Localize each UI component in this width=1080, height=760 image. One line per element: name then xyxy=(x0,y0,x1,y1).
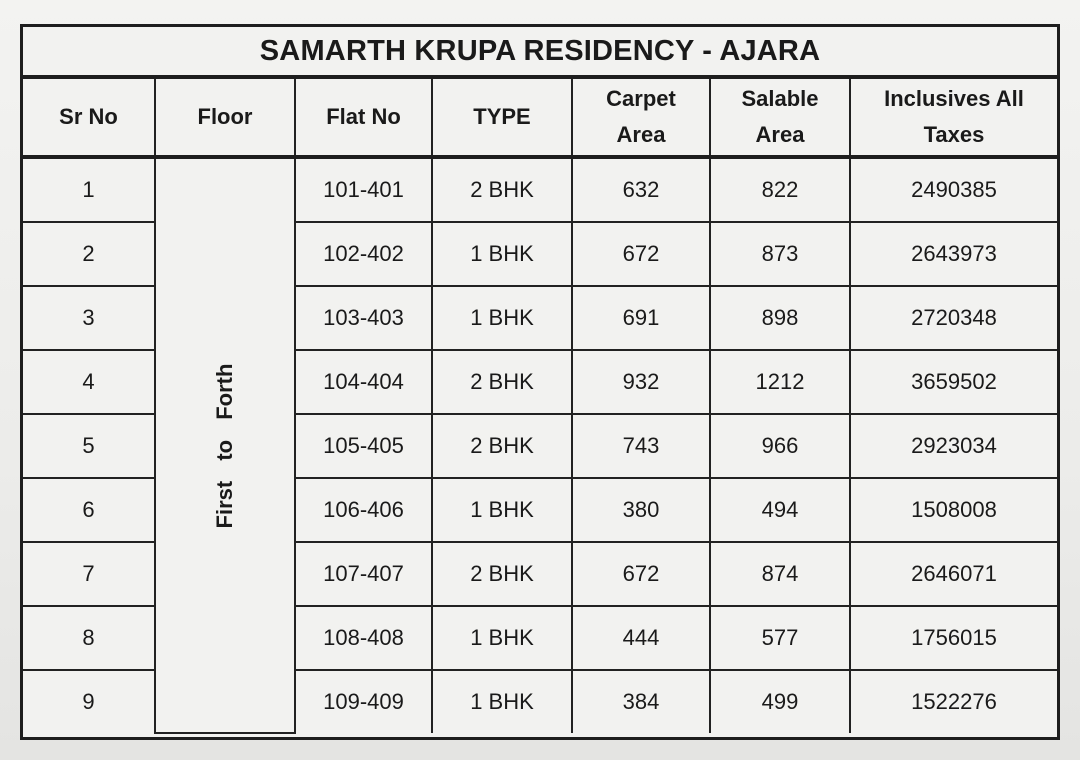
cell-flat-no: 103-403 xyxy=(295,286,432,350)
cell-carpet-area: 691 xyxy=(572,286,710,350)
header-salable-line2: Area xyxy=(755,122,805,147)
cell-carpet-area: 672 xyxy=(572,542,710,606)
header-salable-area xyxy=(710,79,850,157)
header-carpet-line1: Carpet xyxy=(606,86,676,111)
cell-price: 1522276 xyxy=(850,670,1057,733)
header-sr-no: Sr No xyxy=(23,79,155,157)
price-table xyxy=(23,79,1057,734)
cell-salable-area: 874 xyxy=(710,542,850,606)
header-flat-no: Flat No xyxy=(295,79,432,157)
cell-salable-area: 499 xyxy=(710,670,850,733)
cell-carpet-area: 672 xyxy=(572,222,710,286)
cell-carpet-area: 384 xyxy=(572,670,710,733)
cell-sr-no: 6 xyxy=(23,478,155,542)
cell-sr-no: 3 xyxy=(23,286,155,350)
cell-type: 1 BHK xyxy=(432,222,572,286)
cell-type: 1 BHK xyxy=(432,670,572,733)
cell-sr-no: 5 xyxy=(23,414,155,478)
cell-salable-area: 966 xyxy=(710,414,850,478)
cell-salable-area: 822 xyxy=(710,157,850,222)
cell-type: 2 BHK xyxy=(432,157,572,222)
cell-type: 1 BHK xyxy=(432,286,572,350)
cell-carpet-area: 632 xyxy=(572,157,710,222)
cell-flat-no: 106-406 xyxy=(295,478,432,542)
cell-price: 3659502 xyxy=(850,350,1057,414)
header-salable-line1: Salable xyxy=(741,86,819,111)
floor-label: First to Forth xyxy=(212,363,237,528)
cell-sr-no: 7 xyxy=(23,542,155,606)
header-row xyxy=(23,79,1057,157)
cell-price: 2720348 xyxy=(850,286,1057,350)
cell-carpet-area: 380 xyxy=(572,478,710,542)
cell-type: 2 BHK xyxy=(432,414,572,478)
header-inclusive-line1: Inclusives All xyxy=(884,86,1024,111)
header-carpet-area xyxy=(572,79,710,157)
cell-type: 2 BHK xyxy=(432,542,572,606)
cell-flat-no: 108-408 xyxy=(295,606,432,670)
cell-price: 1756015 xyxy=(850,606,1057,670)
cell-sr-no: 1 xyxy=(23,157,155,222)
header-type: TYPE xyxy=(432,79,572,157)
cell-flat-no: 101-401 xyxy=(295,157,432,222)
cell-flat-no: 107-407 xyxy=(295,542,432,606)
cell-price: 2490385 xyxy=(850,157,1057,222)
cell-carpet-area: 932 xyxy=(572,350,710,414)
price-sheet xyxy=(20,24,1060,740)
cell-salable-area: 577 xyxy=(710,606,850,670)
header-inclusive-taxes xyxy=(850,79,1057,157)
table-row xyxy=(23,157,1057,222)
cell-flat-no: 109-409 xyxy=(295,670,432,733)
cell-flat-no: 102-402 xyxy=(295,222,432,286)
cell-carpet-area: 444 xyxy=(572,606,710,670)
cell-salable-area: 494 xyxy=(710,478,850,542)
cell-sr-no: 8 xyxy=(23,606,155,670)
cell-type: 1 BHK xyxy=(432,478,572,542)
cell-salable-area: 898 xyxy=(710,286,850,350)
cell-price: 2923034 xyxy=(850,414,1057,478)
cell-floor xyxy=(155,157,295,733)
cell-price: 2646071 xyxy=(850,542,1057,606)
header-carpet-line2: Area xyxy=(616,122,666,147)
cell-sr-no: 2 xyxy=(23,222,155,286)
cell-sr-no: 9 xyxy=(23,670,155,733)
cell-flat-no: 104-404 xyxy=(295,350,432,414)
cell-carpet-area: 743 xyxy=(572,414,710,478)
cell-type: 1 BHK xyxy=(432,606,572,670)
header-inclusive-line2: Taxes xyxy=(923,122,985,147)
cell-flat-no: 105-405 xyxy=(295,414,432,478)
cell-price: 1508008 xyxy=(850,478,1057,542)
cell-sr-no: 4 xyxy=(23,350,155,414)
header-floor: Floor xyxy=(155,79,295,157)
cell-type: 2 BHK xyxy=(432,350,572,414)
cell-salable-area: 873 xyxy=(710,222,850,286)
cell-price: 2643973 xyxy=(850,222,1057,286)
cell-salable-area: 1212 xyxy=(710,350,850,414)
sheet-title: SAMARTH KRUPA RESIDENCY - AJARA xyxy=(23,27,1057,79)
